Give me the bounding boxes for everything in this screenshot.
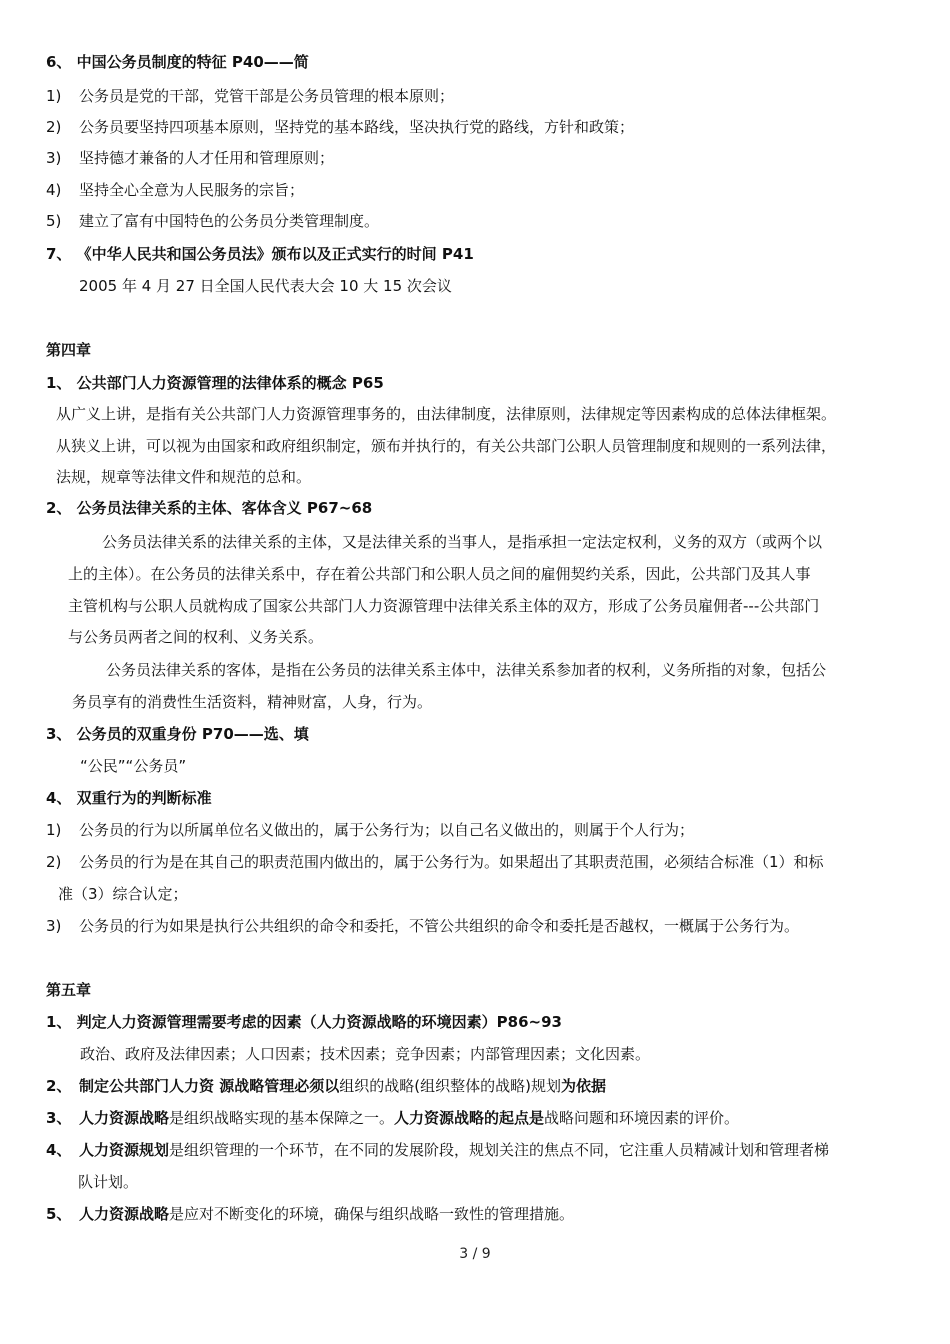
paragraph-text: 从广义上讲，是指有关公共部门人力资源管理事务的，由法律制度，法律原则，法律规定等因素构成的总体法律框架。 (56, 405, 837, 423)
item-text: 是组织战略实现的基本保障之一。 (169, 1109, 395, 1127)
list-item (46, 820, 694, 840)
item-text: 是组织管理的一个环节，在不同的发展阶段，规划关注的焦点不同，它注重人员精减计划和管理者梯 (169, 1141, 830, 1159)
list-number: 5) (46, 212, 62, 230)
list-text: 建立了富有中国特色的公务员分类管理制度。 (79, 212, 380, 230)
item-text-continued: 队计划。 (78, 1173, 139, 1191)
list-item (46, 916, 799, 936)
item-number: 2、 (46, 1077, 72, 1095)
numbered-item (46, 1076, 606, 1096)
item-text: 组织的战略(组织整体的战略)规划 (339, 1077, 561, 1095)
list-text-continued: 准（3）综合认定； (58, 885, 188, 903)
chapter-title: 第四章 (46, 341, 92, 359)
list-text: 公务员要坚持四项基本原则，坚持党的基本路线，坚决执行党的路线，方针和政策； (79, 118, 635, 136)
list-item (46, 117, 634, 137)
item-number: 4、 (46, 1141, 72, 1159)
section-heading: 2、 公务员法律关系的主体、客体含义 P67~68 (46, 499, 373, 517)
item-number: 3、 (46, 1109, 72, 1127)
list-item (46, 86, 454, 106)
list-item (46, 148, 334, 168)
paragraph-text: 主管机构与公职人员就构成了国家公共部门人力资源管理中法律关系主体的双方，形成了公务员雇佣者---公共部门 (68, 597, 820, 615)
list-text: 公务员的行为如果是执行公共组织的命令和委托，不管公共组织的命令和委托是否越权，一概属于公务行为。 (79, 917, 800, 935)
list-text: 公务员的行为以所属单位名义做出的，属于公务行为；以自己名义做出的，则属于个人行为； (79, 821, 695, 839)
paragraph-text: 从狭义上讲，可以视为由国家和政府组织制定，颁布并执行的，有关公共部门公职人员管理制度和规则的一系列法律， (56, 437, 837, 455)
section-heading: 3、 公务员的双重身份 P70——选、填 (46, 725, 309, 743)
section-heading: 1、 公共部门人力资源管理的法律体系的概念 P65 (46, 374, 384, 392)
paragraph-text: 政治、政府及法律因素；人口因素；技术因素；竞争因素；内部管理因素；文化因素。 (80, 1045, 651, 1063)
paragraph-text: 2005 年 4 月 27 日全国人民代表大会 10 大 15 次会议 (79, 277, 452, 295)
paragraph-text: 公务员法律关系的客体，是指在公务员的法律关系主体中，法律关系参加者的权利，义务所指的对象，包括公 (106, 661, 827, 679)
paragraph-text: “公民”“公务员” (80, 757, 187, 775)
list-number: 2) (46, 118, 62, 136)
emphasis-text: 人力资源规划 (79, 1141, 170, 1159)
emphasis-text: 制定公共部门人力资 源战略管理必须以 (79, 1077, 340, 1095)
numbered-item (46, 1140, 829, 1160)
list-text: 坚持全心全意为人民服务的宗旨； (79, 181, 305, 199)
list-number: 1) (46, 821, 62, 839)
paragraph-text: 务员享有的消费性生活资料，精神财富，人身，行为。 (72, 693, 433, 711)
item-number: 5、 (46, 1205, 72, 1223)
paragraph-text: 法规，规章等法律文件和规范的总和。 (56, 468, 312, 486)
section-heading: 1、 判定人力资源管理需要考虑的因素（人力资源战略的环境因素）P86~93 (46, 1013, 562, 1031)
list-item (46, 211, 379, 231)
paragraph-text: 与公务员两者之间的权利、义务关系。 (68, 628, 324, 646)
paragraph-text: 公务员法律关系的法律关系的主体，又是法律关系的当事人，是指承担一定法定权利，义务的双方（或两个以 (102, 533, 823, 551)
list-item (46, 180, 304, 200)
chapter-title: 第五章 (46, 981, 92, 999)
section-heading: 7、 《中华人民共和国公务员法》颁布以及正式实行的时间 P41 (46, 245, 474, 263)
numbered-item (46, 1108, 739, 1128)
paragraph-text: 上的主体）。在公务员的法律关系中，存在着公共部门和公职人员之间的雇佣契约关系，因此，公共部门及其人事 (68, 565, 811, 583)
list-text: 公务员是党的干部，党管干部是公务员管理的根本原则； (79, 87, 455, 105)
list-number: 4) (46, 181, 62, 199)
list-text: 坚持德才兼备的人才任用和管理原则； (79, 149, 335, 167)
list-number: 2) (46, 853, 62, 871)
item-text: 战略问题和环境因素的评价。 (544, 1109, 740, 1127)
emphasis-text: 人力资源战略的起点是 (394, 1109, 545, 1127)
list-text: 公务员的行为是在其自己的职责范围内做出的，属于公务行为。如果超出了其职责范围，必须结合标准（1）和标 (79, 853, 824, 871)
numbered-item (46, 1204, 574, 1224)
section-heading: 4、 双重行为的判断标准 (46, 789, 212, 807)
list-number: 1) (46, 87, 62, 105)
list-item (46, 852, 824, 872)
section-heading: 6、 中国公务员制度的特征 P40——简 (46, 53, 309, 71)
page-number: 3 / 9 (459, 1246, 491, 1262)
list-number: 3) (46, 917, 62, 935)
list-number: 3) (46, 149, 62, 167)
emphasis-text: 为依据 (560, 1077, 606, 1095)
emphasis-text: 人力资源战略 (79, 1109, 170, 1127)
emphasis-text: 人力资源战略 (79, 1205, 170, 1223)
item-text: 是应对不断变化的环境，确保与组织战略一致性的管理措施。 (169, 1205, 575, 1223)
